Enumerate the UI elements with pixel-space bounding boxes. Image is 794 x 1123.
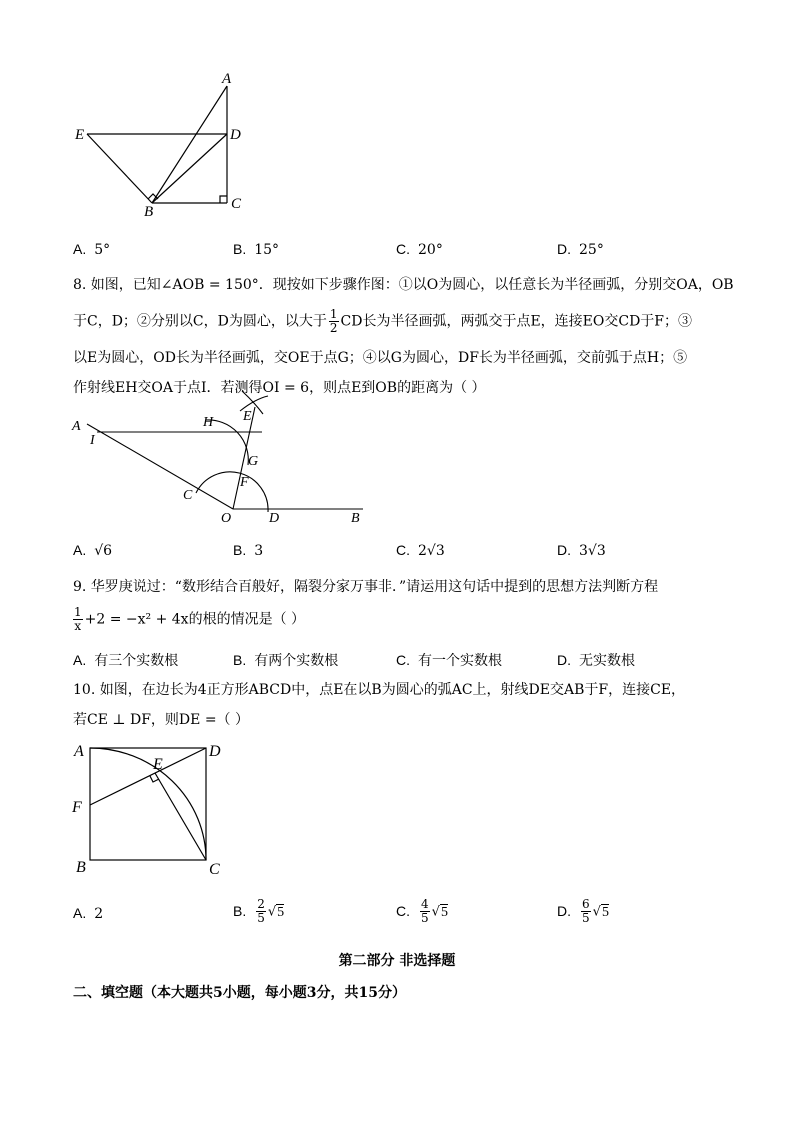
- q8-line-4: 作射线EH交OA于点I．若测得OI = 6，则点E到OB的距离为（ ）: [73, 380, 486, 396]
- sqrt-icon: √: [431, 904, 440, 920]
- q10-label-E: E: [153, 756, 163, 773]
- q7-option-a[interactable]: A. 5°: [73, 241, 111, 258]
- q10-line-2: 若CE ⊥ DF，则DE =（ ）: [73, 712, 250, 728]
- q9-option-a[interactable]: A. 有三个实数根: [73, 652, 179, 669]
- sqrt-icon: √: [592, 904, 601, 920]
- q8-option-c[interactable]: C. 2√3: [396, 542, 445, 559]
- q7-option-b[interactable]: B. 15°: [233, 241, 280, 258]
- q8-label-E: E: [243, 409, 252, 424]
- q8-label-G: G: [248, 454, 259, 469]
- q9-line-2: $\frac{1}{x}$ +2 = −x² + 4x的根的情况是（ ）: [74, 605, 306, 633]
- q10-line-1: 10. 如图，在边长为4正方形ABCD中，点E在以B为圆心的弧AC上，射线DE交AB于F，连接CE，: [73, 682, 686, 698]
- q10-arc-AC: [90, 748, 206, 860]
- q10-label-D: D: [209, 743, 221, 760]
- q7-label-A: A: [222, 71, 232, 87]
- q8-label-O: O: [221, 511, 232, 526]
- q8-label-B: B: [351, 511, 360, 526]
- q7-label-B: B: [144, 204, 154, 220]
- q10-option-b[interactable]: B. $\frac{2}{5}$ √5: [233, 897, 285, 925]
- section2-title: 二、填空题（本大题共5小题，每小题3分，共15分）: [73, 985, 406, 1001]
- q10-option-c[interactable]: C. $\frac{4}{5}$ √5: [396, 897, 448, 925]
- part2-title: 第二部分 非选择题: [338, 953, 456, 969]
- q10-line-EC: [155, 773, 206, 860]
- q8-line-3: 以E为圆心，OD长为半径画弧，交OE于点G；④以G为圆心，DF长为半径画弧，交前弧于点H；⑤: [73, 350, 688, 366]
- q8-line-2: 于C，D；②分别以C，D为圆心，以大于 $\frac{1}{2}$ CD长为半径画弧，两弧交于点E，连接EO交CD于F；③: [73, 307, 693, 335]
- q10-line-FD: [90, 748, 206, 805]
- q8-label-F: F: [240, 475, 249, 490]
- q8-label-H: H: [203, 415, 214, 430]
- q10-label-B: B: [76, 859, 86, 876]
- q8-label-I: I: [90, 433, 95, 448]
- q8-fraction: $\frac{1}{2}$: [329, 307, 338, 335]
- q9-line-1: 9. 华罗庚说过：“数形结合百般好，隔裂分家万事非．”请运用这句话中提到的思想方法判断方程: [73, 579, 659, 595]
- q9-fraction: $\frac{1}{x}$: [74, 605, 82, 633]
- q7-option-d[interactable]: D. 25°: [557, 241, 604, 258]
- q10-label-F: F: [72, 799, 82, 816]
- q8-label-D: D: [269, 511, 280, 526]
- q10-square-ABCD: [90, 748, 206, 860]
- q7-label-C: C: [231, 196, 242, 212]
- q8-option-b[interactable]: B. 3: [233, 542, 264, 559]
- q8-label-C: C: [183, 488, 193, 503]
- q8-label-A: A: [72, 419, 81, 434]
- q8-option-a[interactable]: A. √6: [73, 542, 113, 559]
- q8-line-1: 8. 如图，已知∠AOB = 150°．现按如下步骤作图：①以O为圆心，以任意长为半径画弧，分别交OA，OB: [73, 277, 734, 293]
- q9-option-d[interactable]: D. 无实数根: [557, 652, 635, 669]
- sqrt-icon: √: [267, 904, 277, 920]
- q9-option-c[interactable]: C. 有一个实数根: [396, 652, 502, 669]
- q7-label-D: D: [230, 127, 241, 143]
- q7-option-c[interactable]: C. 20°: [396, 241, 443, 258]
- q10-option-a[interactable]: A. 2: [73, 905, 104, 922]
- q10-label-A: A: [74, 743, 84, 760]
- q7-label-E: E: [75, 127, 85, 143]
- q10-option-d[interactable]: D. $\frac{6}{5}$ √5: [557, 897, 609, 925]
- q10-label-C: C: [209, 861, 220, 878]
- q9-option-b[interactable]: B. 有两个实数根: [233, 652, 339, 669]
- q8-option-d[interactable]: D. 3√3: [557, 542, 606, 559]
